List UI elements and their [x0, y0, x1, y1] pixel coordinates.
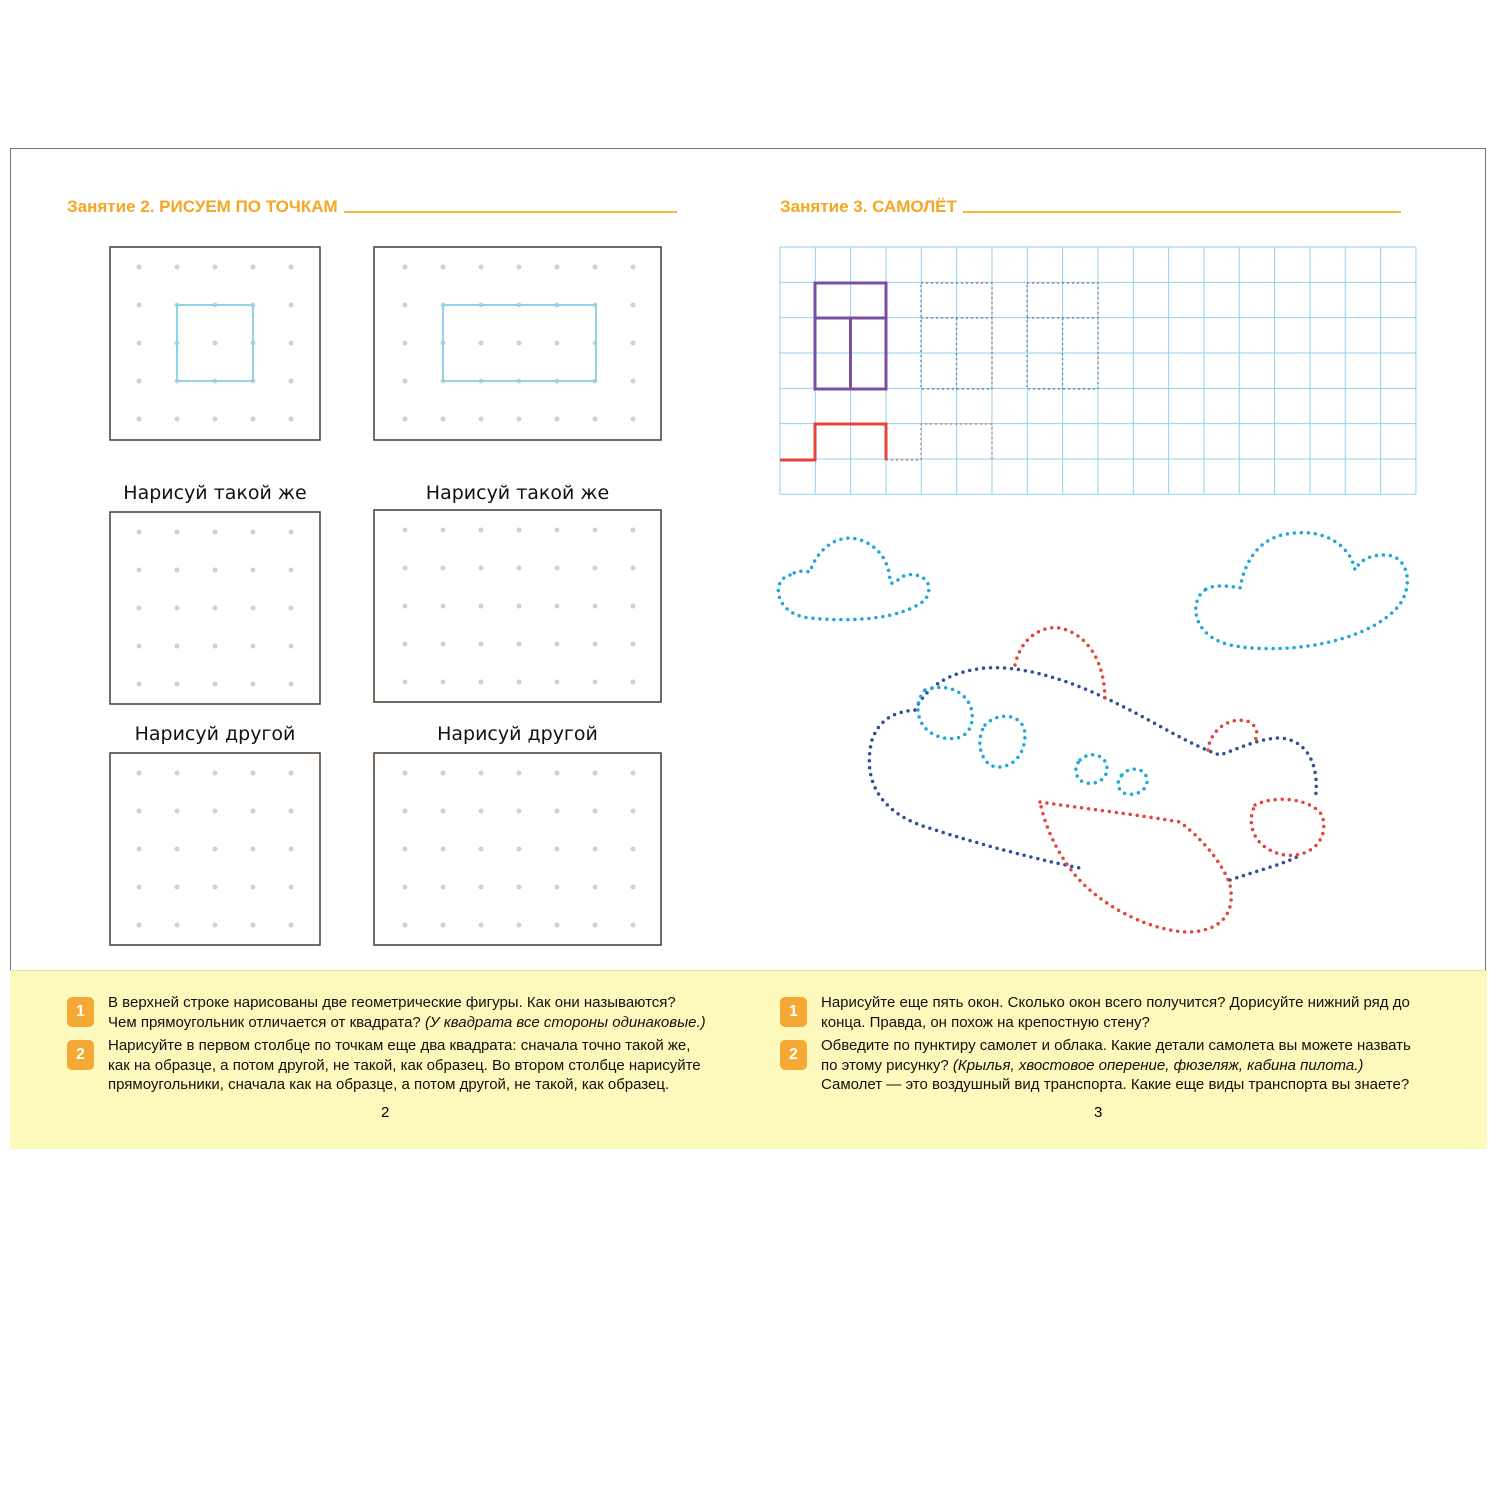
grid-dot	[213, 847, 218, 852]
grid-dot	[137, 771, 142, 776]
grid-dot	[289, 885, 294, 890]
grid-dot	[251, 568, 256, 573]
sample-wall	[780, 424, 886, 460]
grid-dot	[403, 923, 408, 928]
grid-dot	[403, 771, 408, 776]
fuselage-outline	[915, 668, 1316, 800]
cloud-outline	[778, 538, 929, 620]
grid-dot	[403, 265, 408, 270]
grid-dot	[631, 566, 636, 571]
task-text: В верхней строке нарисованы две геометрические фигуры. Как они называются? Чем прямоугольник отличается от квадрата?	[108, 994, 676, 1031]
task-2	[780, 1036, 1420, 1095]
engine-outline	[1251, 799, 1324, 855]
tail-fin-outline	[1015, 628, 1105, 700]
grid-dot	[213, 530, 218, 535]
grid-dot	[137, 379, 142, 384]
grid-dot	[213, 417, 218, 422]
grid-dot	[441, 923, 446, 928]
grid-dot	[517, 265, 522, 270]
grid-dot	[403, 303, 408, 308]
grid-dot	[441, 885, 446, 890]
grid-dot	[213, 606, 218, 611]
grid-dot	[403, 847, 408, 852]
grid-dot	[631, 923, 636, 928]
task-1	[780, 993, 1420, 1032]
grid-dot	[175, 530, 180, 535]
grid-dot	[441, 847, 446, 852]
grid-dot	[251, 682, 256, 687]
grid-dot	[479, 885, 484, 890]
grid-dot	[441, 604, 446, 609]
grid-dot	[555, 566, 560, 571]
grid-dot	[441, 417, 446, 422]
grid-dot	[175, 568, 180, 573]
grid-dot	[555, 923, 560, 928]
grid-dot	[479, 809, 484, 814]
grid-dot	[593, 604, 598, 609]
grid-dot	[479, 341, 484, 346]
grid-dot	[289, 530, 294, 535]
fuselage-outline	[869, 710, 1080, 868]
grid-dot	[289, 771, 294, 776]
grid-dot	[631, 847, 636, 852]
grid-dot	[213, 771, 218, 776]
grid-dot	[251, 771, 256, 776]
grid-dot	[479, 265, 484, 270]
grid-dot	[517, 417, 522, 422]
grid-dot	[479, 566, 484, 571]
grid-dot	[631, 642, 636, 647]
grid-dot	[593, 528, 598, 533]
grid-dot	[137, 644, 142, 649]
grid-dot	[403, 566, 408, 571]
grid-dot	[289, 644, 294, 649]
grid-dot	[137, 265, 142, 270]
grid-dot	[593, 680, 598, 685]
grid-dot	[555, 604, 560, 609]
grid-dot	[479, 771, 484, 776]
grid-dot	[555, 341, 560, 346]
grid-dot	[213, 265, 218, 270]
grid-dot	[517, 847, 522, 852]
grid-dot	[289, 809, 294, 814]
grid-dot	[593, 417, 598, 422]
grid-dot	[213, 341, 218, 346]
grid-dot	[251, 606, 256, 611]
grid-dot	[251, 417, 256, 422]
grid-dot	[289, 417, 294, 422]
grid-dot	[479, 680, 484, 685]
grid-dot	[441, 809, 446, 814]
grid-dot	[517, 923, 522, 928]
grid-dot	[213, 568, 218, 573]
grid-dot	[631, 604, 636, 609]
grid-dot	[289, 682, 294, 687]
grid-dot	[213, 644, 218, 649]
dotted-wall	[886, 424, 992, 460]
grid-dot	[517, 809, 522, 814]
grid-dot	[175, 417, 180, 422]
cloud-outline	[1196, 533, 1408, 649]
grid-dot	[555, 771, 560, 776]
task-answer: (Крылья, хвостовое оперение, фюзеляж, кабина пилота.)	[952, 1056, 1364, 1074]
grid-dot	[555, 265, 560, 270]
grid-dot	[137, 923, 142, 928]
grid-dot	[403, 604, 408, 609]
grid-dot	[213, 885, 218, 890]
grid-dot	[403, 417, 408, 422]
grid-dot	[403, 528, 408, 533]
grid-dot	[555, 885, 560, 890]
grid-dot	[175, 847, 180, 852]
grid-dot	[137, 885, 142, 890]
grid-dot	[593, 885, 598, 890]
grid-dot	[631, 265, 636, 270]
grid-dot	[175, 809, 180, 814]
grid-dot	[555, 847, 560, 852]
grid-dot	[593, 566, 598, 571]
grid-dot	[175, 644, 180, 649]
grid-dot	[137, 847, 142, 852]
grid-dot	[137, 682, 142, 687]
grid-dot	[403, 341, 408, 346]
grid-dot	[517, 642, 522, 647]
task-text: Самолет — это воздушный вид транспорта. Какие еще виды транспорта вы знаете?	[821, 1076, 1410, 1093]
grid-dot	[631, 379, 636, 384]
grid-dot	[555, 417, 560, 422]
grid-dot	[631, 809, 636, 814]
title-text: Занятие 3. САМОЛЁТ	[780, 197, 957, 216]
grid-dot	[479, 604, 484, 609]
grid-dot	[175, 885, 180, 890]
grid-dot	[517, 771, 522, 776]
task-text: Обведите по пунктиру самолет и облака. Какие детали самолета вы можете назвать по этому рисунку?	[821, 1037, 1411, 1074]
grid-dot	[251, 530, 256, 535]
task-text: Нарисуйте еще пять окон. Сколько окон всего получится? Дорисуйте нижний ряд до конца. Правда, он похож на крепостную стену?	[821, 994, 1410, 1031]
grid-dot	[289, 303, 294, 308]
grid-dot	[289, 568, 294, 573]
grid-dot	[289, 847, 294, 852]
task-number-badge: 2	[67, 1040, 94, 1070]
grid-dot	[175, 606, 180, 611]
grid-dot	[137, 341, 142, 346]
grid-dot	[137, 530, 142, 535]
page-number: 3	[1094, 1104, 1103, 1121]
grid-dot	[213, 682, 218, 687]
grid-dot	[631, 303, 636, 308]
grid-dot	[593, 265, 598, 270]
grid-dot	[175, 771, 180, 776]
grid-dot	[251, 265, 256, 270]
grid-dot	[251, 847, 256, 852]
grid-dot	[593, 809, 598, 814]
grid-dot	[137, 568, 142, 573]
grid-dot	[593, 642, 598, 647]
grid-dot	[479, 642, 484, 647]
grid-dot	[251, 809, 256, 814]
caption: Нарисуй другой	[437, 723, 598, 745]
title-text: Занятие 2. РИСУЕМ ПО ТОЧКАМ	[67, 197, 338, 216]
grid-dot	[289, 923, 294, 928]
task-1	[67, 993, 707, 1032]
grid-dot	[403, 642, 408, 647]
cockpit-window	[980, 716, 1025, 767]
grid-dot	[593, 771, 598, 776]
grid-dot	[555, 528, 560, 533]
porthole	[1076, 755, 1107, 784]
grid-dot	[517, 528, 522, 533]
task-2	[67, 1036, 707, 1095]
grid-dot	[137, 303, 142, 308]
caption: Нарисуй такой же	[123, 482, 307, 504]
grid-dot	[441, 680, 446, 685]
caption: Нарисуй такой же	[425, 482, 610, 504]
grid-dot	[631, 528, 636, 533]
grid-dot	[593, 923, 598, 928]
tail-wing-outline	[1208, 720, 1257, 750]
grid-dot	[631, 680, 636, 685]
grid-dot	[631, 771, 636, 776]
task-answer: (У квадрата все стороны одинаковые.)	[424, 1013, 706, 1031]
grid-dot	[175, 265, 180, 270]
grid-dot	[403, 885, 408, 890]
grid-dot	[555, 809, 560, 814]
grid-dot	[175, 682, 180, 687]
task-text: Нарисуйте в первом столбце по точкам еще два квадрата: сначала точно такой же, как на образце, а потом другой, не такой, как образец. Во втором столбце нарисуйте прямоугольники, сначала как на образце, а потом другой, не такой, как образец.	[108, 1037, 701, 1093]
grid-dot	[137, 417, 142, 422]
grid-dot	[555, 642, 560, 647]
task-number-badge: 2	[780, 1040, 807, 1070]
grid-dot	[479, 417, 484, 422]
grid-dot	[631, 885, 636, 890]
grid-dot	[479, 923, 484, 928]
wing-outline	[1040, 802, 1231, 932]
grid-dot	[289, 341, 294, 346]
caption: Нарисуй другой	[134, 723, 296, 745]
grid-dot	[441, 566, 446, 571]
grid-dot	[213, 923, 218, 928]
grid-dot	[517, 680, 522, 685]
grid-dot	[137, 809, 142, 814]
grid-dot	[631, 417, 636, 422]
grid-dot	[479, 528, 484, 533]
page-number: 2	[381, 1104, 390, 1121]
task-number-badge: 1	[780, 997, 807, 1027]
fuselage-outline	[1230, 855, 1300, 880]
grid-dot	[517, 341, 522, 346]
grid-dot	[137, 606, 142, 611]
grid-dot	[289, 265, 294, 270]
grid-dot	[289, 606, 294, 611]
grid-dot	[517, 885, 522, 890]
grid-dot	[403, 680, 408, 685]
grid-dot	[555, 680, 560, 685]
porthole	[1118, 769, 1147, 794]
grid-dot	[441, 528, 446, 533]
task-number-badge: 1	[67, 997, 94, 1027]
grid-dot	[441, 642, 446, 647]
grid-dot	[403, 379, 408, 384]
grid-dot	[631, 341, 636, 346]
grid-dot	[479, 847, 484, 852]
grid-dot	[517, 566, 522, 571]
grid-dot	[441, 265, 446, 270]
grid-dot	[441, 771, 446, 776]
grid-dot	[517, 604, 522, 609]
grid-dot	[251, 885, 256, 890]
grid-dot	[289, 379, 294, 384]
grid-dot	[593, 847, 598, 852]
grid-dot	[213, 809, 218, 814]
grid-dot	[251, 644, 256, 649]
grid-dot	[403, 809, 408, 814]
cockpit-window	[918, 687, 972, 738]
grid-dot	[251, 923, 256, 928]
grid-dot	[175, 923, 180, 928]
